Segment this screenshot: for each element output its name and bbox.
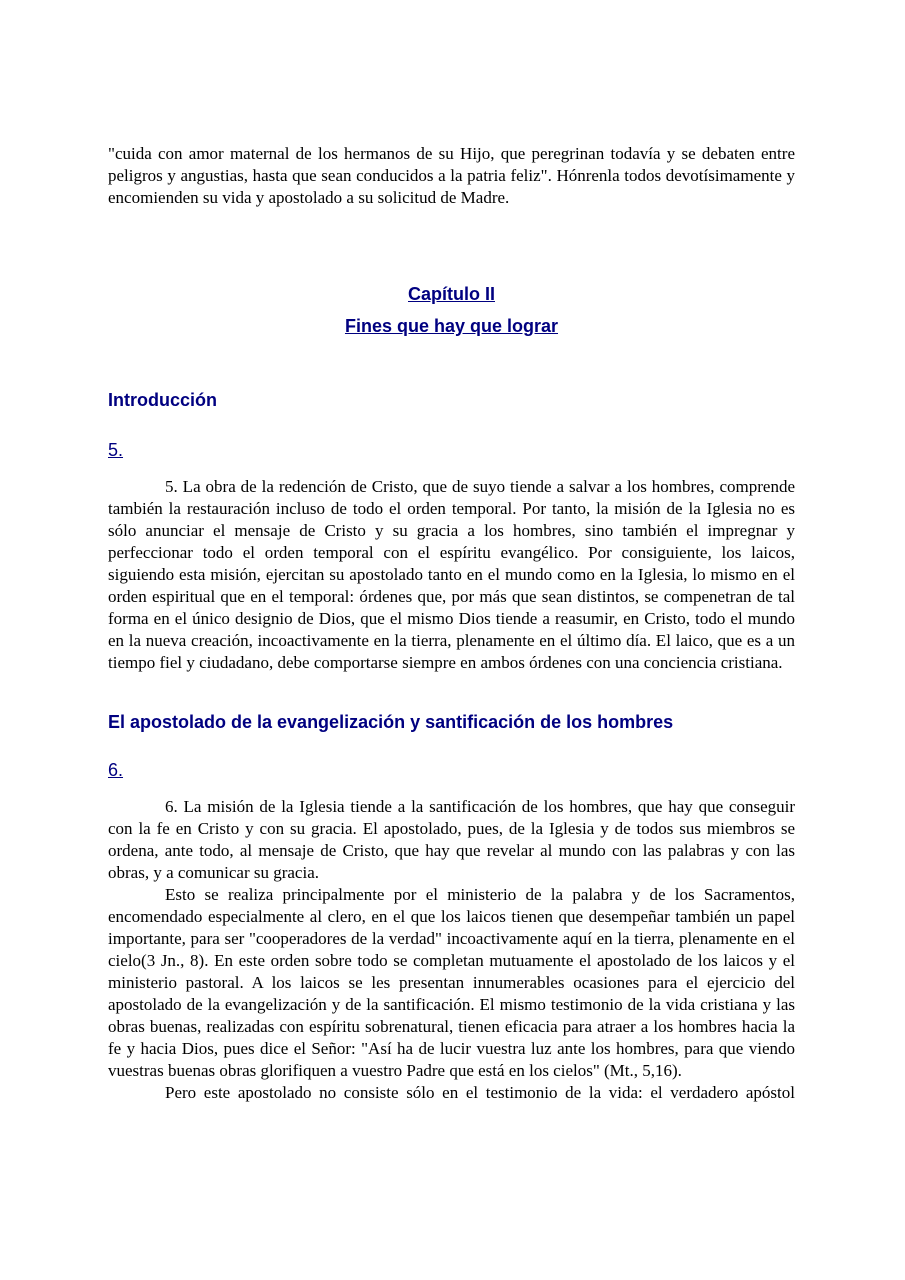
chapter-title-line <box>108 283 795 305</box>
anchor-line-6 <box>108 759 795 781</box>
chapter-subtitle-link[interactable]: Fines que hay que lograr <box>344 316 559 336</box>
chapter-subtitle-line <box>108 315 795 337</box>
paragraph-section6-third: Pero este apostolado no consiste sólo en el testimonio de la vida: el verdadero apóstol <box>165 1083 795 1102</box>
paragraph-section5: 5. La obra de la redención de Cristo, que de suyo tiende a salvar a los hombres, comprende también la restauración incluso de todo el orden temporal. Por tanto, la misión de la Iglesia no es sólo anunciar el mensaje de Cristo y su gracia a los hombres, sino también el impregnar y perfeccionar todo el orden temporal con el espíritu evangélico. Por consiguiente, los laicos, siguiendo esta misión, ejercitan su apostolado tanto en el mundo como en la Iglesia, lo mismo en el orden espiritual que en el temporal: órdenes que, por más que sean distintos, se compenetran de tal forma en el único designio de Dios, que el mismo Dios tiende a reasumir, en Cristo, todo el mundo en la nueva creación, incoactivamente en la tierra, plenamente en el último día. El laico, que es a un tiempo fiel y ciudadano, debe comportarse siempre en ambos órdenes con una conciencia cristiana. <box>108 477 795 672</box>
paragraph-section6-first: 6. La misión de la Iglesia tiende a la santificación de los hombres, que hay que conseguir con la fe en Cristo y con su gracia. El apostolado, pues, de la Iglesia y de todos sus miembros se ordena, ante todo, al mensaje de Cristo, que hay que revelar al mundo con las palabras y con las obras, y a comunicar su gracia. <box>108 797 795 882</box>
preamble-paragraph: "cuida con amor maternal de los hermanos de su Hijo, que peregrinan todavía y se debaten entre peligros y angustias, hasta que sean conducidos a la patria feliz". Hónrenla todos devotísimamente y encomienden su vida y apostolado a su solicitud de Madre. <box>108 144 795 207</box>
section-heading-introduccion: Introducción <box>108 390 217 410</box>
chapter-title-link[interactable]: Capítulo II <box>408 284 495 304</box>
paragraph-section6-second: Esto se realiza principalmente por el ministerio de la palabra y de los Sacramentos, encomendado especialmente al clero, en el que los laicos tienen que desempeñar también un papel importante, para ser "cooperadores de la verdad" incoactivamente aquí en la tierra, plenamente en el cielo(3 Jn., 8). En este orden sobre todo se completan mutuamente el apostolado de los laicos y el ministerio pastoral. A los laicos se les presentan innumerables ocasiones para el ejercicio del apostolado de la evangelización y de la santificación. El mismo testimonio de la vida cristiana y las obras buenas, realizadas con espíritu sobrenatural, tienen eficacia para atraer a los hombres hacia la fe y hacia Dios, pues dice el Señor: "Así ha de lucir vuestra luz ante los hombres, para que viendo vuestras buenas obras glorifiquen a vuestro Padre que está en los cielos" (Mt., 5,16). <box>108 885 795 1080</box>
anchor-line-5 <box>108 439 795 461</box>
section-heading-apostolado: El apostolado de la evangelización y santificación de los hombres <box>108 712 674 732</box>
anchor-link-5[interactable]: 5. <box>108 440 124 460</box>
anchor-link-6[interactable]: 6. <box>108 760 124 780</box>
